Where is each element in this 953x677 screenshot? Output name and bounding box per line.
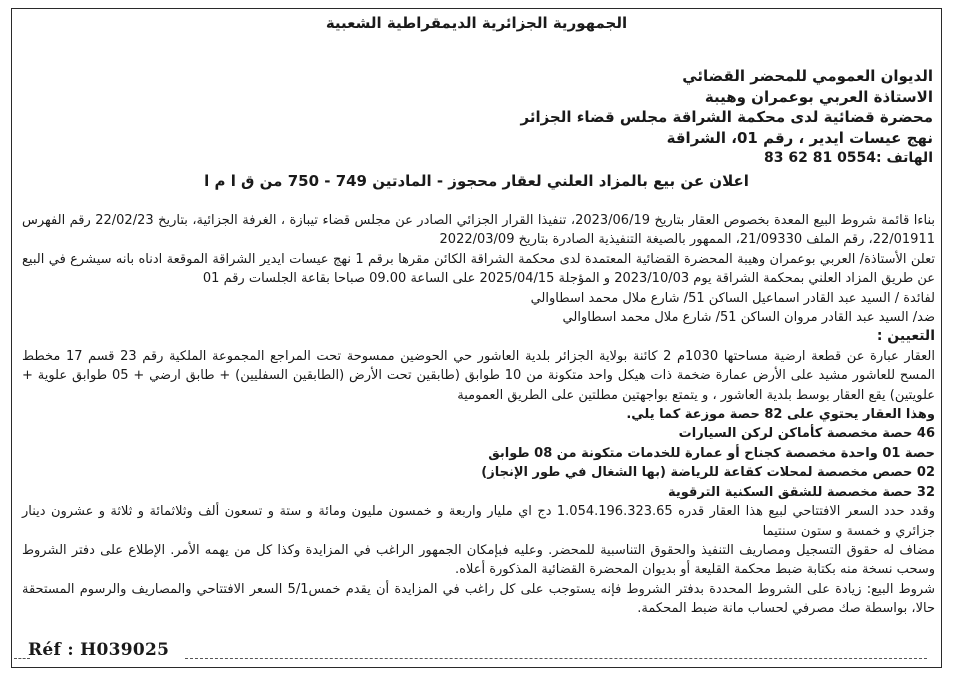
country-title: الجمهورية الجزائرية الديمقراطية الشعبية — [325, 14, 628, 32]
paragraph-conditions: شروط البيع: زيادة على الشروط المحددة بدفتر الشروط فإنه يستوجب على كل راغب في المزايدة أن يقدم خمس5/1 السعر الافتتاحي والمصاريف والرسوم المستحقة حالا، بواسطة صك مصرفي لحساب مانة ضبط المحكمة. — [22, 581, 935, 617]
bailiff-jurisdiction: محضرة قضائية لدى محكمة الشراقة مجلس قضاء الجزائر — [520, 108, 933, 126]
office-phone: الهاتف :0554 81 62 83 — [763, 150, 933, 166]
paragraph-creditor: لفائدة / السيد عبد القادر اسماعيل الساكن 51/ شارع ملال محمد اسطاوالي — [530, 290, 935, 306]
ref-divider — [185, 658, 927, 659]
bailiff-name: الاستاذة العربي بوعمران وهيبة — [704, 87, 933, 106]
office-address: نهج عيسات ايدير ، رقم 01، الشراقة — [666, 128, 933, 147]
office-name: الديوان العمومي للمحضر القضائي — [682, 67, 933, 85]
paragraph-fees: مضاف له حقوق التسجيل ومصاريف التنفيذ والحقوق التناسبية للمحضر. وعليه فبإمكان الجمهور الراغب في المزايدة وكذا كل من يهمه الأمر. الإطلاع على دفتر الشروط وسحب نسخة منه بكتابة ضبط محكمة القليعة أو بديوان المحضرة القضائية المذكورة أعلاه. — [22, 542, 935, 578]
paragraph-shares: وهذا العقار يحتوي على 82 حصة موزعة كما يلي. — [626, 407, 935, 423]
share-item-services: حصة 01 واحدة مخصصة كجناح أو عمارة للخدمات متكونة من 08 طوابق — [488, 445, 935, 461]
paragraph-price: وقدد حدد السعر الافتتاحي لبيع هذا العقار قدره 1.054.196.323.65 دج اي مليار واربعة و خمسون مليون ومائة و ستة و تسعون ألف وثلاثمائة و ثلاثة و عشرون دينار جزائري و خمسة و ستون سنتيما — [22, 504, 935, 539]
reference-number: Réf : H039025 — [28, 640, 170, 660]
paragraph-debtor: ضد/ السيد عبد القادر مروان الساكن 51/ شارع ملال محمد اسطاوالي — [562, 310, 935, 326]
designation-heading: التعيين : — [876, 328, 935, 345]
share-item-apartments: 32 حصة مخصصة للشقق السكنية الترقوية — [668, 484, 935, 500]
paragraph-announcement: تعلن الأستاذة/ العربي بوعمران وهيبة المحضرة القضائية المعتمدة لدى محكمة الشراقة الكائن مقرها برقم 1 نهج عيسات ايدير الشراقة الموقعة ادناه بانه سيشرع في البيع عن طريق المزاد العلني بمحكمة الشراقة يوم 2023/10/03 و المؤجلة 2025/04/15 على الساعة 09.00 صباحا بقاعة الجلسات رقم 01 — [22, 251, 935, 287]
share-item-parking: 46 حصة مخصصة كأماكن لركن السيارات — [678, 426, 935, 442]
announcement-title: اعلان عن بيع بالمزاد العلني لعقار محجوز - المادتين 749 - 750 من ق ا م ا — [204, 172, 749, 190]
share-item-shops: 02 حصص مخصصة لمحلات كقاعة للرياضة (بها الشغال في طور الإنجاز) — [481, 465, 935, 481]
office-header — [293, 66, 933, 169]
paragraph-property: العقار عبارة عن قطعة ارضية مساحتها 1030م 2 كائنة بولاية الجزائر بلدية العاشور حي الحوضين ممسوحة تحت المراجع المجموعة الملكية رقم 23 قسم 17 مخطط المسح للعاشور مشيد على الأرض عمارة ضخمة ذات هيكل واحد متكونة من 10 طوابق (طابقين تحت الأرض (الطابقين السفليين) + طابق ارضي + 05 طوابق علوية + علويتين) يقع العقار بوسط بلدية العاشور ، و يتمتع بواجهتين مطلتين على الطريق العمومية — [22, 348, 935, 403]
notice-body — [22, 211, 935, 619]
paragraph-basis: بناءا قائمة شروط البيع المعدة بخصوص العقار بتاريخ 2023/06/19، تنفيذا القرار الجزائي الصادر عن مجلس قضاء تيبازة ، الغرفة الجزائية، بتاريخ 22/02/23 رقم الفهرس 22/01911، رقم الملف 21/09330، الممهور بالصيغة التنفيذية الصادرة بتاريخ 2022/03/09 — [22, 213, 935, 248]
